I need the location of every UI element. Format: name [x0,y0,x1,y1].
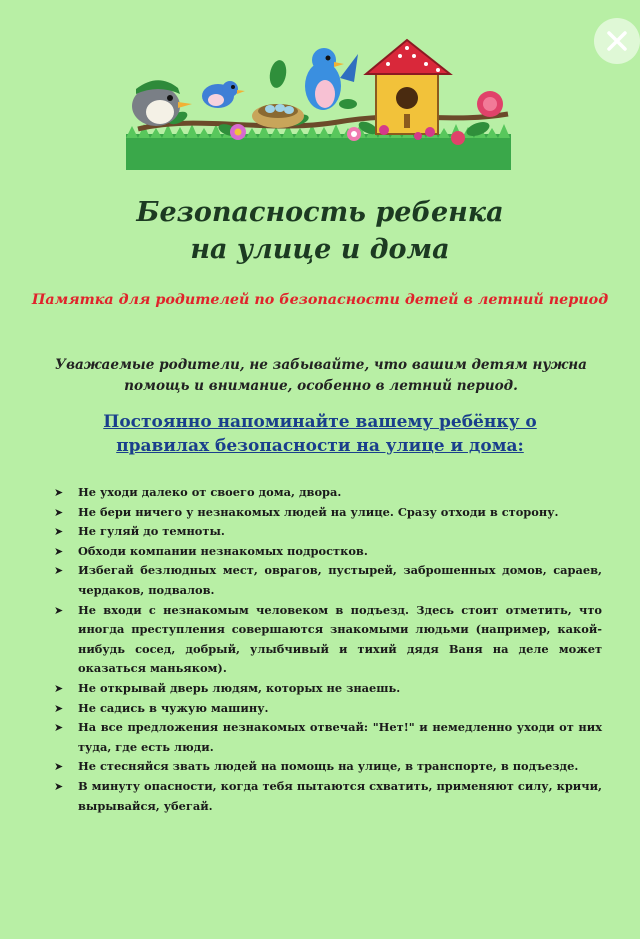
list-item [54,542,602,562]
arrow-bullet-icon: ➤ [54,486,64,499]
rule-text: Не бери ничего у незнакомых людей на улице. Сразу отходи в сторону. [78,504,559,519]
subtitle: Памятка для родителей по безопасности детей в летний период [31,292,609,308]
arrow-bullet-icon: ➤ [54,525,64,539]
list-item [54,483,602,503]
list-item [54,777,602,816]
list-item [54,699,602,719]
intro-text: Уважаемые родители, не забывайте, что вашим детям нужна помощь и внимание, особенно в летний период. [55,357,587,394]
page-title [0,194,640,268]
arrow-bullet-icon: ➤ [54,681,64,695]
arrow-bullet-icon: ➤ [54,505,64,519]
title-line-1: Безопасность ребенка [136,197,504,228]
arrow-bullet-icon: ➤ [54,701,64,715]
rule-text: Не уходи далеко от своего дома, двора. [78,485,342,499]
title-line-2: на улице и дома [190,234,450,265]
list-item [54,718,602,757]
list-item [54,561,602,600]
rule-text: В минуту опасности, когда тебя пытаются схватить, применяют силу, кричи, вырывайся, убегай. [78,778,602,813]
arrow-bullet-icon: ➤ [54,603,64,617]
rules-list [54,483,602,816]
arrow-bullet-icon: ➤ [54,760,64,774]
birds-garden-illustration [118,34,518,174]
arrow-bullet-icon: ➤ [54,564,64,578]
rule-text: На все предложения незнакомых отвечай: "Нет!" и немедленно уходи от них туда, где есть люди. [78,720,602,754]
rules-heading: Постоянно напоминайте вашему ребёнку о правилах безопасности на улице и дома: [103,412,537,456]
list-item [54,601,602,679]
list-item [54,757,602,777]
close-button[interactable] [594,18,640,64]
rule-text: Не стесняйся звать людей на помощь на улице, в транспорте, в подъезде. [78,759,579,774]
arrow-bullet-icon: ➤ [54,544,64,558]
rule-text: Не садись в чужую машину. [78,700,269,715]
close-icon [606,30,628,52]
list-item [54,503,602,523]
arrow-bullet-icon: ➤ [54,721,64,735]
rule-text: Не открывай дверь людям, которых не знаешь. [78,680,401,695]
rule-text: Избегай безлюдных мест, оврагов, пустырей, заброшенных домов, сараев, чердаков, подвалов. [78,563,602,597]
list-item [54,522,602,542]
rule-text: Не гуляй до темноты. [78,524,225,539]
list-item [54,679,602,699]
rule-text: Обходи компании незнакомых подростков. [78,543,368,558]
arrow-bullet-icon: ➤ [54,779,64,793]
rule-text: Не входи с незнакомым человеком в подъезд. Здесь стоит отметить, что иногда преступления совершаются знакомыми людьми (например, какой-нибудь сосед, добрый, улыбчивый и тихий дядя Ваня на деле может оказаться маньяком). [78,602,602,676]
